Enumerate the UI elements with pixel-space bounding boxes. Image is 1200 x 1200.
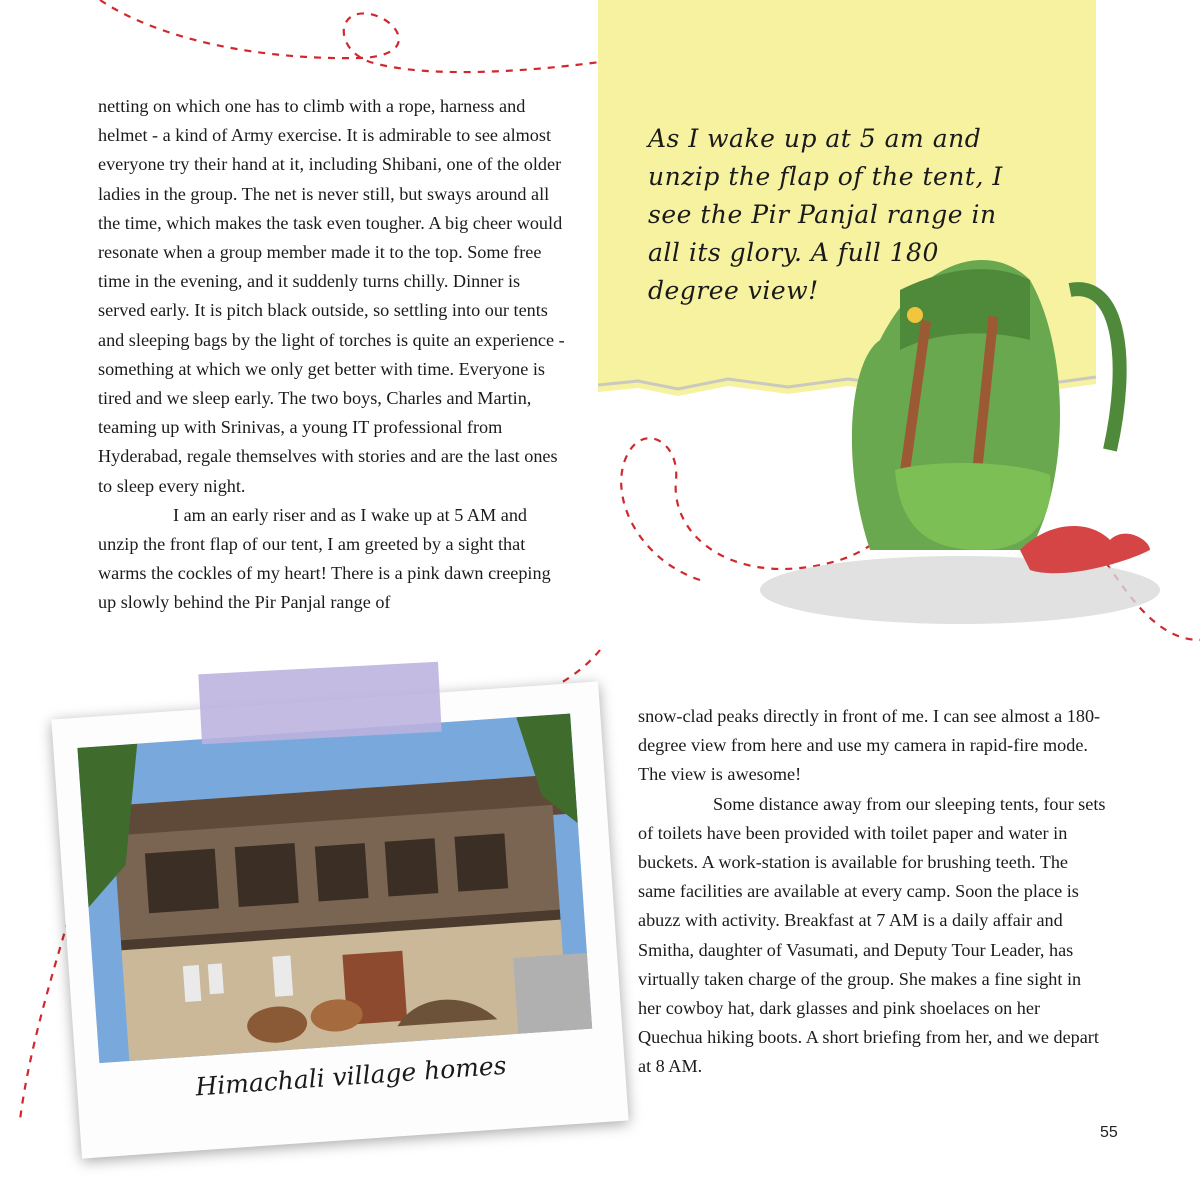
right-column-text xyxy=(638,702,1108,1082)
left-column-text xyxy=(98,92,568,618)
photo-caption: Himachali village homes xyxy=(194,1050,508,1102)
note-text: As I wake up at 5 am and unzip the flap of the tent, I see the Pir Panjal range in all its glory. A full 180 degree view! xyxy=(648,124,1003,305)
tape-strip xyxy=(198,662,441,744)
page-number: 55 xyxy=(1100,1124,1118,1141)
right-paragraph-2: Some distance away from our sleeping tents, four sets of toilets have been provided with toilet paper and water in buckets. A work-station is available for brushing teeth. The same facilities are available at every camp. Soon the place is abuzz with activity. Breakfast at 7 AM is a daily affair and Smitha, daughter of Vasumati, and Deputy Tour Leader, has virtually taken charge of the group. She makes a fine sight in her cowboy hat, dark glasses and pink shoelaces on her Quechua hiking boots. A short briefing from her, and we depart at 8 AM. xyxy=(638,793,1106,1077)
polaroid-photo xyxy=(51,681,628,1158)
left-paragraph-1: netting on which one has to climb with a rope, harness and helmet - a kind of Army exercise. It is admirable to see almost everyone try their hand at it, including Shibani, one of the older ladies in the group. The net is never still, but sways around all the time, which makes the task even tougher. A big cheer would resonate when a group member made it to the top. Some free time in the evening, and it suddenly turns chilly. Dinner is served early. It is pitch black outside, so settling into our tents and sleeping bags by the light of torches is quite an experience - something at which we only get better with time. Everyone is tired and we sleep early. The two boys, Charles and Martin, teaming up with Srinivas, a young IT professional from Hyderabad, regale themselves with stories and are the last ones to sleep every night. xyxy=(98,96,565,496)
right-paragraph-1: snow-clad peaks directly in front of me. I can see almost a 180-degree view from here and use my camera in rapid-fire mode. The view is awesome! xyxy=(638,706,1101,785)
village-house-photo xyxy=(77,713,592,1063)
backpack-illustration xyxy=(730,220,1190,640)
left-paragraph-2: I am an early riser and as I wake up at 5 AM and unzip the front flap of our tent, I am greeted by a sight that warms the cockles of my heart! There is a pink dawn creeping up slowly behind the Pir Panjal range of xyxy=(98,504,551,613)
